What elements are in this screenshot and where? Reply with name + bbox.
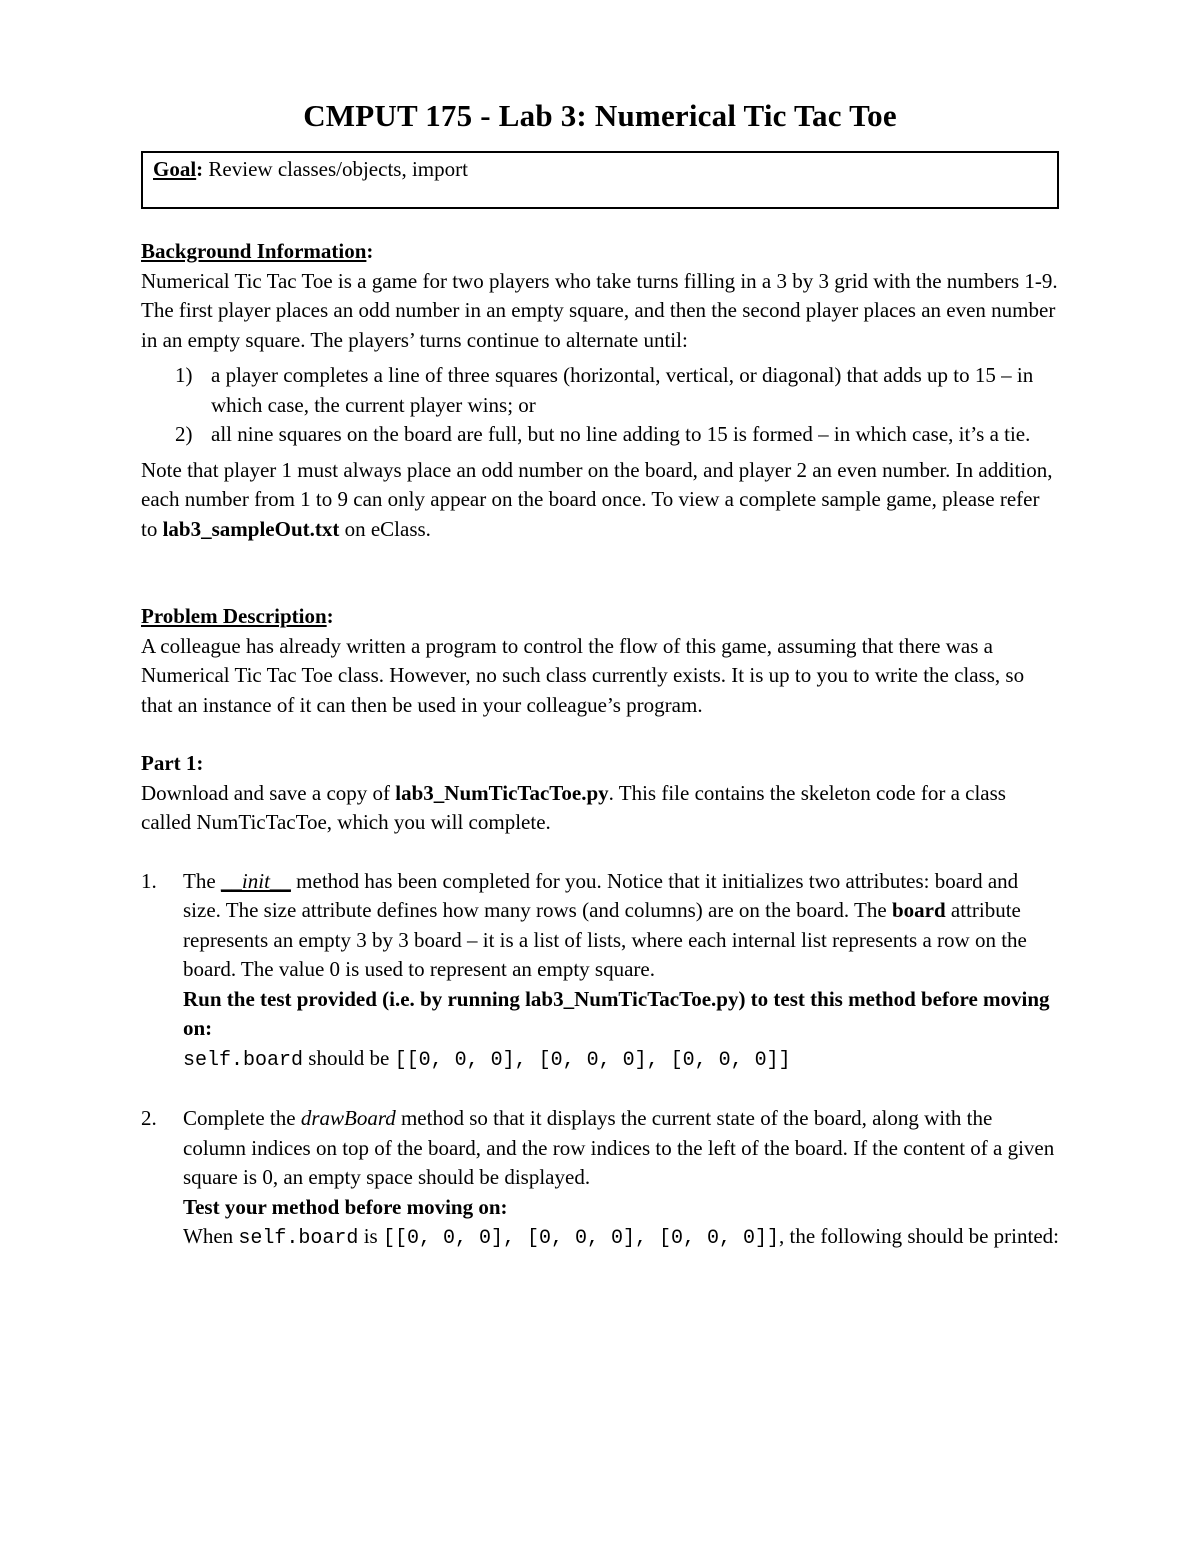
step-instruction: Run the test provided (i.e. by running lab3_NumTicTacToe.py) to test this method before moving on: [183,986,1050,1040]
step-text-start: The [183,868,221,893]
code-variable: self.board [238,1227,359,1250]
code-variable: self.board [183,1048,304,1072]
method-name: __init__ [220,868,291,893]
list-item [141,420,1059,450]
expected-output-tail: , the following should be printed: [779,1224,1059,1248]
list-item [141,361,1059,420]
part1-heading: Part 1: [141,751,204,775]
background-heading: Background Information [141,239,367,263]
code-value: [[0, 0, 0], [0, 0, 0], [0, 0, 0]] [394,1048,791,1072]
problem-text: A colleague has already written a program to control the flow of this game, assuming that there was a Numerical Tic Tac Toe class. However, no such class currently exists. It is up to you to write the class, so that an instance of it can then be used in your colleague’s program. [141,633,1025,717]
is-word: is [358,1224,383,1248]
problem-section [141,602,1059,720]
note-tail: on eClass. [339,516,431,541]
condition-text: a player completes a line of three squares (horizontal, vertical, or diagonal) that adds up to 15 – in which case, the current player wins; or [211,363,1034,417]
problem-colon: : [326,604,334,628]
goal-text: Review classes/objects, import [203,157,468,181]
step-text [183,867,1059,985]
step-instruction: Test your method before moving on: [183,1194,508,1219]
background-note [141,456,1059,545]
condition-number: 1) [175,363,193,387]
step-number: 2. [141,1106,157,1130]
problem-heading: Problem Description [141,604,327,628]
goal-label: Goal [153,157,197,181]
skeleton-file-name: lab3_NumTicTacToe.py [395,780,609,805]
step-text-start: Complete the [183,1106,301,1130]
part1-text [141,779,1059,838]
condition-text: all nine squares on the board are full, but no line adding to 15 is formed – in which case, it’s a tie. [211,422,1031,446]
end-conditions-list [141,361,1059,450]
list-item [141,867,1059,1076]
note-text: Note that player 1 must always place an odd number on the board, and player 2 an even number. In addition, each number from 1 to 9 can only appear on the board once. To view a complete sample game, please refer to [141,457,1053,541]
expected-value [183,1044,1059,1076]
part1-section [141,749,1059,838]
background-colon: : [366,239,374,263]
step-text-body: method so that it displays the current state of the board, along with the column indices on top of the board, and the row indices to the left of the board. If the content of a given square is 0, an empty space should be displayed. [183,1106,1055,1189]
code-value: [[0, 0, 0], [0, 0, 0], [0, 0, 0]] [382,1227,780,1250]
step-text-body: method has been completed for you. Notice that it initializes two attributes: board and size. The size attribute defines how many rows (and columns) are on the board. The [183,868,1019,922]
expected-output-text [183,1222,1059,1254]
steps-list [141,867,1059,1254]
sample-file-name: lab3_sampleOut.txt [162,516,340,541]
condition-number: 2) [175,422,193,446]
when-word: When [183,1224,239,1248]
expected-connector: should be [303,1045,395,1070]
goal-colon: : [196,157,204,181]
step-number: 1. [141,868,157,893]
method-name: drawBoard [300,1106,396,1130]
document-title: CMPUT 175 - Lab 3: Numerical Tic Tac Toe [303,98,897,133]
background-intro: Numerical Tic Tac Toe is a game for two players who take turns filling in a 3 by 3 grid with the numbers 1-9. The first player places an odd number in an empty square, and then the second player places an even number in an empty square. The players’ turns continue to alternate until: [141,268,1058,352]
step-text-body-end: attribute represents an empty 3 by 3 board – it is a list of lists, where each internal list represents a row on the board. The value 0 is used to represent an empty square. [183,898,1027,981]
part1-text-start: Download and save a copy of [141,780,396,805]
background-section [141,237,1059,544]
bold-attribute: board [891,898,946,922]
part1-text-end: . This file contains the skeleton code for a class called NumTicTacToe, which you will complete. [141,780,1006,834]
step-text [183,1104,1059,1193]
list-item [141,1104,1059,1254]
document-page [141,96,1059,1254]
goal-box [141,151,1059,209]
